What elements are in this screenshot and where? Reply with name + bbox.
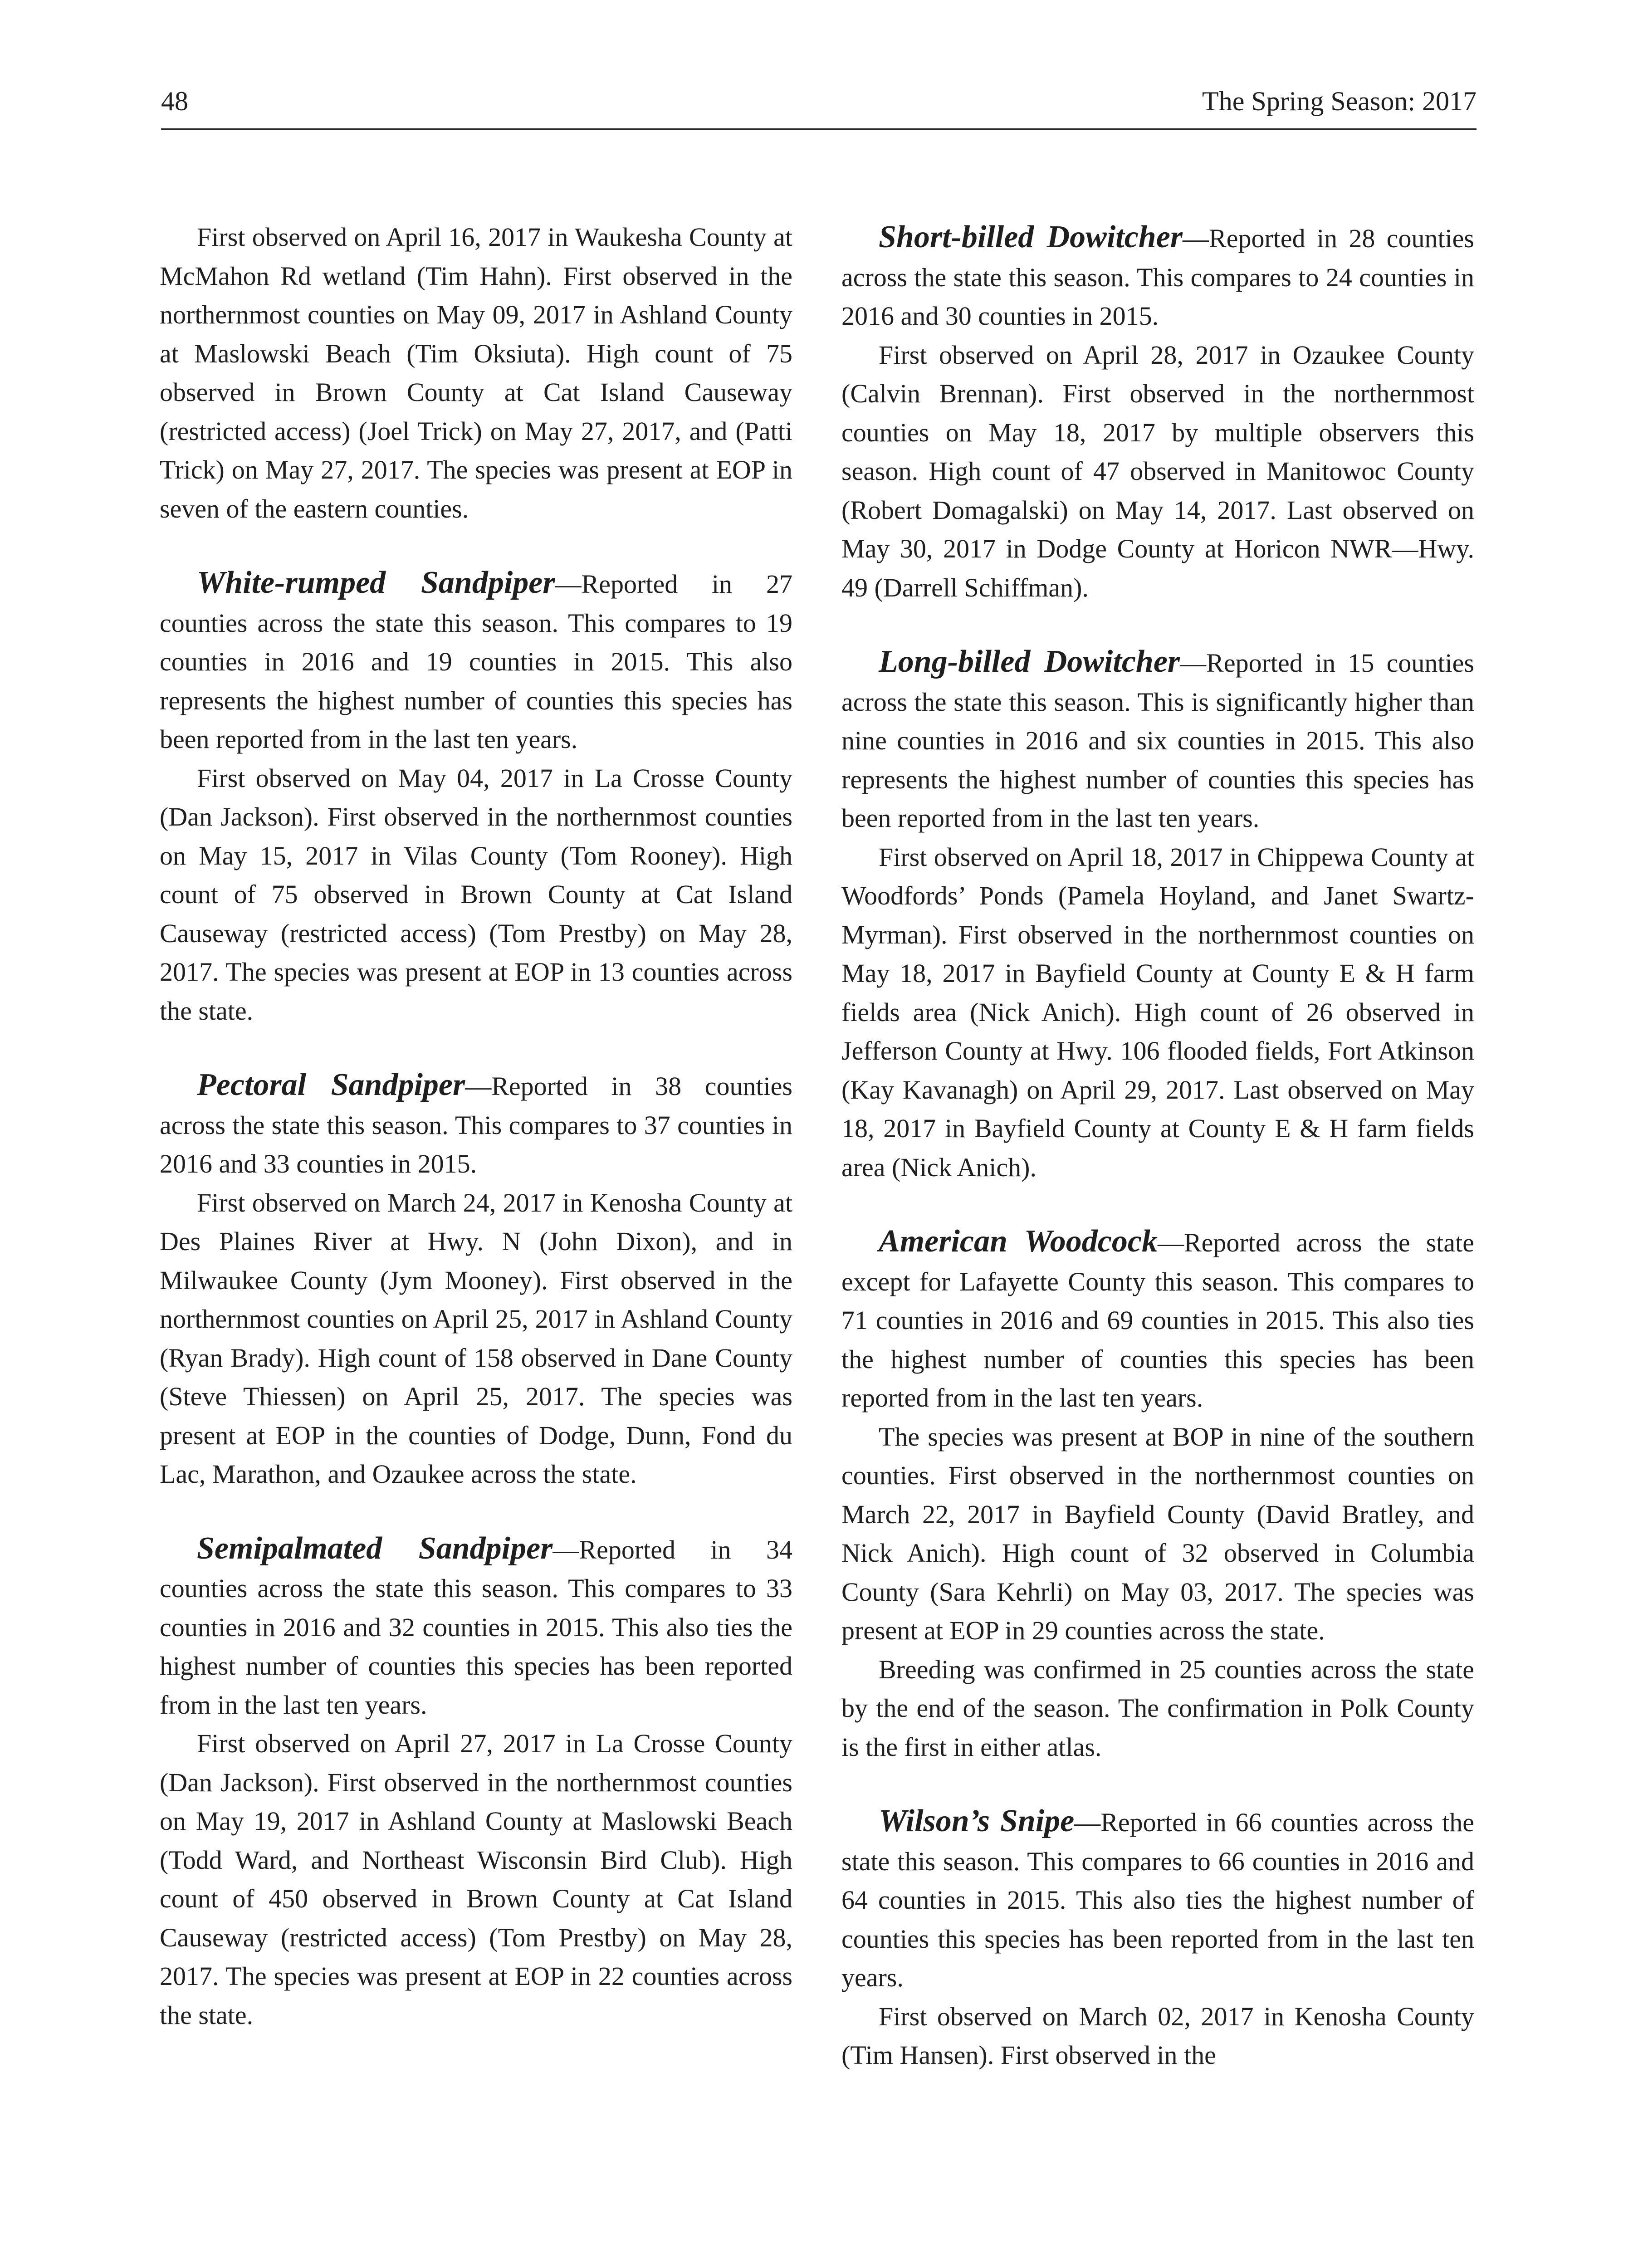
american-woodcock-account: [841, 1222, 1474, 1418]
right-column: [841, 218, 1474, 2075]
species-name-long-billed-dowitcher: Long-billed Dowitcher: [879, 644, 1180, 679]
species-name-semipalmated-sandpiper: Semipalmated Sandpiper: [197, 1530, 553, 1566]
white-rumped-sandpiper-account: [160, 563, 792, 759]
american-woodcock-details: The species was present at BOP in nine of the southern counties. First observed in the northernmost counties on March 22, 2017 in Bayfield County (David Bratley, and Nick Anich). High count of 32 observed in Columbia County (Sara Kehrli) on May 03, 2017. The species was present at EOP in 29 counties across the state.: [841, 1422, 1474, 1645]
short-billed-dowitcher-intro: —Reported in 28 counties across the state this season. This compares to 24 counties in 2016 and 30 counties in 2015.: [841, 224, 1474, 331]
wilsons-snipe-intro: —Reported in 66 counties across the state this season. This compares to 66 counties in 2016 and 64 counties in 2015. This also ties the highest number of counties this species has been reported from in the last ten years.: [841, 1808, 1474, 1992]
pectoral-sandpiper-details: First observed on March 24, 2017 in Kenosha County at Des Plaines River at Hwy. N (John Dixon), and in Milwaukee County (Jym Mooney). First observed in the northernmost counties on April 25, 2017 in Ashland County (Ryan Brady). High count of 158 observed in Dane County (Steve Thiessen) on April 25, 2017. The species was present at EOP in the counties of Dodge, Dunn, Fond du Lac, Marathon, and Ozaukee across the state.: [160, 1188, 792, 1489]
pectoral-sandpiper-account: [160, 1066, 792, 1183]
american-woodcock-intro: —Reported across the state except for Lafayette County this season. This compares to 71 counties in 2016 and 69 counties in 2015. This also ties the highest number of counties this species has been reported from in the last ten years.: [841, 1228, 1474, 1413]
american-woodcock-breeding: Breeding was confirmed in 25 counties across the state by the end of the season. The confirmation in Polk County is the first in either atlas.: [841, 1654, 1474, 1762]
waukesha-continuation-paragraph: First observed on April 16, 2017 in Waukesha County at McMahon Rd wetland (Tim Hahn). First observed in the northernmost counties on May 09, 2017 in Ashland County at Maslowski Beach (Tim Oksiuta). High count of 75 observed in Brown County at Cat Island Causeway (restricted access) (Joel Trick) on May 27, 2017, and (Patti Trick) on May 27, 2017. The species was present at EOP in seven of the eastern counties.: [160, 222, 792, 523]
short-billed-dowitcher-account: [841, 218, 1474, 336]
species-name-american-woodcock: American Woodcock: [879, 1224, 1158, 1259]
semipalmated-sandpiper-account: [160, 1529, 792, 1725]
short-billed-dowitcher-details: First observed on April 28, 2017 in Ozaukee County (Calvin Brennan). First observed in the northernmost counties on May 18, 2017 by multiple observers this season. High count of 47 observed in Manitowoc County (Robert Domagalski) on May 14, 2017. Last observed on May 30, 2017 in Dodge County at Horicon NWR—Hwy. 49 (Darrell Schiffman).: [841, 340, 1474, 602]
left-column: [160, 218, 792, 2034]
wilsons-snipe-details: First observed on March 02, 2017 in Kenosha County (Tim Hansen). First observed in the: [841, 2001, 1474, 2070]
species-name-wilsons-snipe: Wilson’s Snipe: [879, 1804, 1075, 1838]
species-name-pectoral-sandpiper: Pectoral Sandpiper: [197, 1067, 465, 1102]
white-rumped-sandpiper-intro: —Reported in 27 counties across the state this season. This compares to 19 counties in 2016 and 19 counties in 2015. This also represents the highest number of counties this species has been reported from in the last ten years.: [160, 569, 793, 754]
pectoral-sandpiper-intro: —Reported in 38 counties across the state this season. This compares to 37 counties in 2016 and 33 counties in 2015.: [160, 1071, 792, 1178]
white-rumped-sandpiper-details: First observed on May 04, 2017 in La Crosse County (Dan Jackson). First observed in the northernmost counties on May 15, 2017 in Vilas County (Tom Rooney). High count of 75 observed in Brown County at Cat Island Causeway (restricted access) (Tom Prestby) on May 28, 2017. The species was present at EOP in 13 counties across the state.: [160, 763, 792, 1026]
long-billed-dowitcher-account: [841, 642, 1474, 838]
running-header-title: The Spring Season: 2017: [1202, 86, 1477, 116]
semipalmated-sandpiper-intro: —Reported in 34 counties across the state this season. This compares to 33 counties in 2016 and 32 counties in 2015. This also ties the highest number of counties this species has been reported from in the last ten years.: [160, 1535, 793, 1720]
species-name-white-rumped-sandpiper: White-rumped Sandpiper: [197, 565, 555, 600]
page-number: 48: [161, 86, 188, 116]
semipalmated-sandpiper-details: First observed on April 27, 2017 in La Crosse County (Dan Jackson). First observed in the northernmost counties on May 19, 2017 in Ashland County at Maslowski Beach (Todd Ward, and Northeast Wisconsin Bird Club). High count of 450 observed in Brown County at Cat Island Causeway (restricted access) (Tom Prestby) on May 28, 2017. The species was present at EOP in 22 counties across the state.: [160, 1729, 792, 2030]
running-header: [161, 83, 1477, 130]
long-billed-dowitcher-details: First observed on April 18, 2017 in Chippewa County at Woodfords’ Ponds (Pamela Hoyland, and Janet Swartz-Myrman). First observed in the northernmost counties on May 18, 2017 in Bayfield County at County E & H farm fields area (Nick Anich). High count of 26 observed in Jefferson County at Hwy. 106 flooded fields, Fort Atkinson (Kay Kavanagh) on April 29, 2017. Last observed on May 18, 2017 in Bayfield County at County E & H farm fields area (Nick Anich).: [841, 842, 1474, 1182]
species-name-short-billed-dowitcher: Short-billed Dowitcher: [879, 220, 1183, 254]
long-billed-dowitcher-intro: —Reported in 15 counties across the state this season. This is significantly higher than nine counties in 2016 and six counties in 2015. This also represents the highest number of counties this species has been reported from in the last ten years.: [841, 648, 1474, 833]
wilsons-snipe-account: [841, 1802, 1474, 1997]
